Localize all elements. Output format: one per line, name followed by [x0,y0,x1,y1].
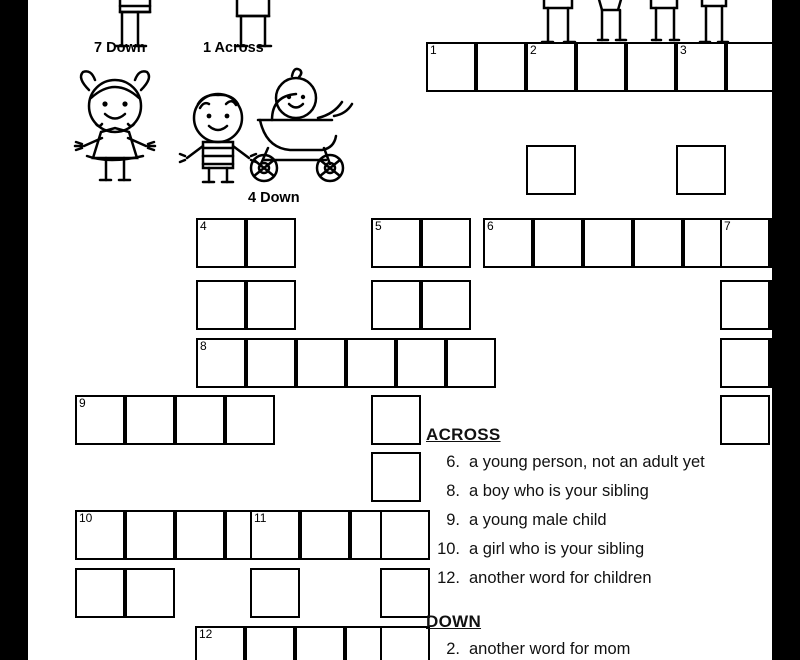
crossword-cell[interactable] [633,218,683,268]
crossword-cell[interactable] [246,218,296,268]
crossword-cell[interactable] [295,626,345,660]
crossword-cell[interactable] [371,452,421,502]
crossword-cell[interactable] [533,218,583,268]
crossword-cell[interactable] [246,338,296,388]
crossword-cell[interactable] [175,395,225,445]
crossword-cell[interactable] [371,218,421,268]
crossword-cell[interactable] [676,42,726,92]
crossword-cell[interactable] [380,626,430,660]
crossword-cell[interactable] [720,338,770,388]
crossword-cell[interactable] [726,42,772,92]
clipart-baby-in-stroller-4-down [238,62,358,184]
crossword-cell[interactable] [225,395,275,445]
crossword-cell[interactable] [371,280,421,330]
cell-number: 12 [199,627,213,641]
crossword-cell[interactable] [526,145,576,195]
across-clue-number: 6. [446,453,460,471]
crossword-cell[interactable] [250,510,300,560]
crossword-cell[interactable] [300,510,350,560]
crossword-cell[interactable] [245,626,295,660]
cell-number: 8 [200,339,207,353]
crossword-cell[interactable] [446,338,496,388]
crossword-cell[interactable] [250,568,300,618]
cell-number: 10 [79,511,93,525]
crossword-cell[interactable] [770,218,772,268]
crossword-cell[interactable] [676,145,726,195]
crossword-cell[interactable] [196,218,246,268]
crossword-cell[interactable] [75,568,125,618]
crossword-cell[interactable] [196,338,246,388]
cell-number: 3 [680,43,687,57]
down-clue-text: another word for mom [469,640,631,658]
down-clue-row [426,639,756,659]
cell-number: 2 [530,43,537,57]
crossword-cell[interactable] [720,280,770,330]
crossword-cell[interactable] [426,42,476,92]
across-clue-text: another word for children [469,569,652,587]
down-clue-list [426,612,756,660]
crossword-cell[interactable] [476,42,526,92]
page-left-margin [0,0,28,660]
worksheet-sheet [28,0,772,660]
crossword-cell[interactable] [770,280,772,330]
crossword-cell[interactable] [346,338,396,388]
crossword-cell[interactable] [526,42,576,92]
crossword-cell[interactable] [770,338,772,388]
crossword-cell[interactable] [396,338,446,388]
crossword-cell[interactable] [175,510,225,560]
across-clue-list [426,425,756,597]
across-clue-row [426,481,756,501]
crossword-cell[interactable] [380,568,430,618]
across-clue-number: 9. [446,511,460,529]
across-clue-text: a young person, not an adult yet [469,453,705,471]
crossword-cell[interactable] [371,395,421,445]
picture-label-4-down: 4 Down [248,190,300,206]
across-clue-row [426,568,756,588]
crossword-cell[interactable] [246,280,296,330]
cell-number: 6 [487,219,494,233]
cell-number: 4 [200,219,207,233]
crossword-cell[interactable] [195,626,245,660]
down-clue-number: 2. [446,640,460,658]
cell-number: 5 [375,219,382,233]
cell-number: 7 [724,219,731,233]
crossword-cell[interactable] [626,42,676,92]
crossword-cell[interactable] [125,568,175,618]
crossword-cell[interactable] [483,218,533,268]
picture-label-1-across: 1 Across [203,40,264,56]
across-clue-number: 12. [437,569,460,587]
crossword-cell[interactable] [380,510,430,560]
across-clue-number: 10. [437,540,460,558]
crossword-cell[interactable] [720,218,770,268]
clipart-girl [60,68,170,188]
across-heading: ACROSS [426,425,501,444]
across-clue-number: 8. [446,482,460,500]
down-heading: DOWN [426,612,482,631]
across-clue-text: a girl who is your sibling [469,540,645,558]
across-clue-row [426,510,756,530]
crossword-cell[interactable] [296,338,346,388]
crossword-cell[interactable] [75,510,125,560]
across-clue-text: a boy who is your sibling [469,482,649,500]
crossword-cell[interactable] [576,42,626,92]
crossword-cell[interactable] [125,510,175,560]
cell-number: 1 [430,43,437,57]
crossword-cell[interactable] [196,280,246,330]
cell-number: 11 [254,511,267,525]
across-clue-row [426,539,756,559]
crossword-cell[interactable] [125,395,175,445]
picture-label-7-down: 7 Down [94,40,146,56]
across-clue-text: a young male child [469,511,607,529]
cell-number: 9 [79,396,86,410]
crossword-cell[interactable] [583,218,633,268]
crossword-cell[interactable] [421,280,471,330]
crossword-cell[interactable] [75,395,125,445]
page-right-margin [772,0,800,660]
across-clue-row [426,452,756,472]
crossword-cell[interactable] [421,218,471,268]
